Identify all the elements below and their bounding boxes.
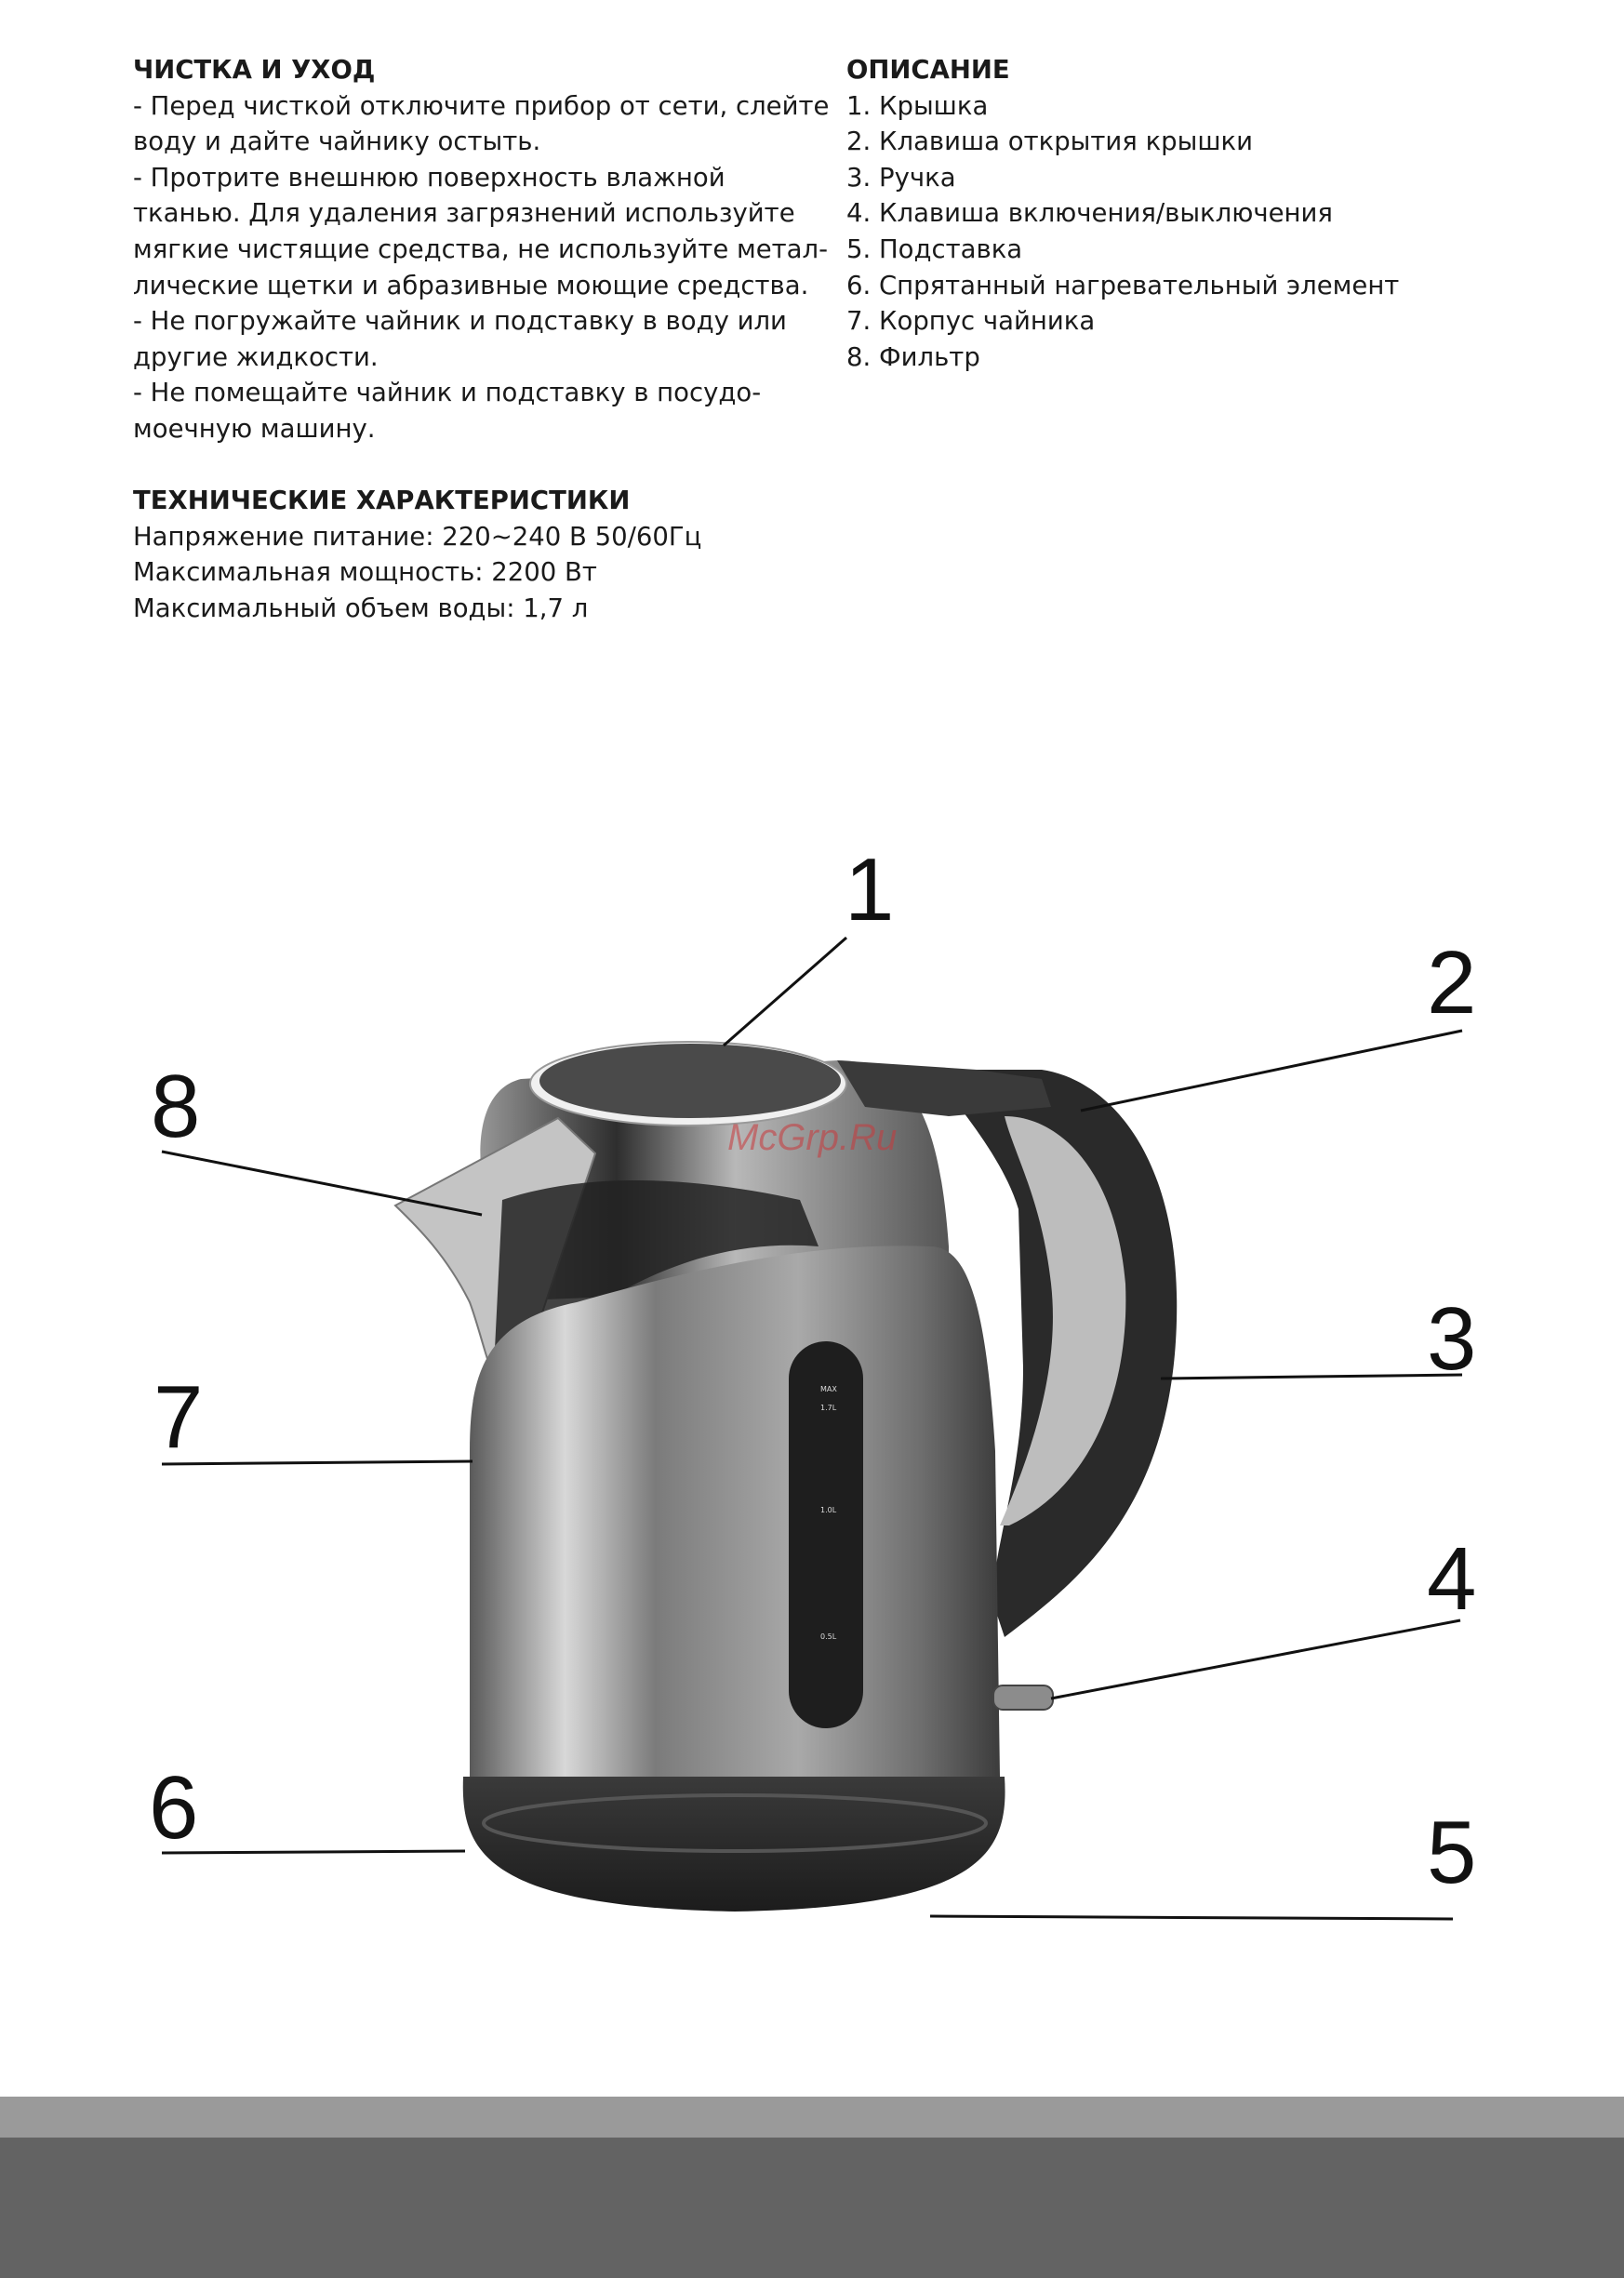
specs-heading: ТЕХНИЧЕСКИЕ ХАРАКТЕРИСТИКИ [133, 486, 631, 516]
cleaning-line: тканью. Для удаления загрязнений используйте [133, 198, 795, 229]
leader-line-7 [162, 1461, 473, 1464]
spec-line: Напряжение питание: 220~240 В 50/60Гц [133, 521, 702, 552]
footer-band-light [0, 2097, 1624, 2138]
leader-line-2 [1081, 1031, 1462, 1111]
lid-cap [539, 1044, 841, 1118]
gauge-mark: MAX [820, 1385, 837, 1393]
kettle-body [470, 1246, 1000, 1777]
power-switch [993, 1685, 1053, 1710]
leader-line-4 [1051, 1620, 1460, 1699]
cleaning-line: моечную машину. [133, 413, 376, 444]
callout-5: 5 [1427, 1803, 1477, 1902]
description-item: 3. Ручка [846, 162, 956, 193]
description-item: 4. Клавиша включения/выключения [846, 198, 1333, 229]
description-item: 7. Корпус чайника [846, 306, 1096, 337]
leader-line-8 [162, 1152, 482, 1215]
callout-6: 6 [149, 1758, 199, 1858]
callout-2: 2 [1427, 933, 1477, 1032]
spec-line: Максимальная мощность: 2200 Вт [133, 557, 597, 588]
gauge-mark: 0.5L [820, 1632, 837, 1641]
gauge-mark: 1.0L [820, 1506, 837, 1514]
description-item: 8. Фильтр [846, 341, 980, 372]
leader-line-3 [1161, 1375, 1462, 1379]
callout-8: 8 [151, 1057, 201, 1156]
cleaning-line: лические щетки и абразивные моющие средства. [133, 270, 809, 300]
watermark: McGrp.Ru [727, 1117, 898, 1158]
description-item: 2. Клавиша открытия крышки [846, 127, 1253, 157]
spec-line: Максимальный объем воды: 1,7 л [133, 593, 589, 623]
leader-line-6 [162, 1851, 465, 1853]
cleaning-line: - Протрите внешнюю поверхность влажной [133, 162, 725, 193]
cleaning-line: - Не помещайте чайник и подставку в посудо- [133, 378, 762, 408]
description-item: 6. Спрятанный нагревательный элемент [846, 270, 1400, 300]
leader-line-1 [724, 938, 846, 1046]
description-heading: ОПИСАНИЕ [846, 55, 1010, 85]
cleaning-line: мягкие чистящие средства, не используйте метал- [133, 233, 829, 264]
cleaning-line: - Перед чисткой отключите прибор от сети, слейте [133, 90, 830, 121]
gauge-mark: 1.7L [820, 1404, 837, 1412]
callout-3: 3 [1427, 1289, 1477, 1389]
callout-1: 1 [845, 840, 895, 939]
cleaning-line: воду и дайте чайнику остыть. [133, 127, 541, 157]
cleaning-line: другие жидкости. [133, 341, 379, 372]
water-gauge [789, 1341, 863, 1728]
description-item: 1. Крышка [846, 90, 989, 121]
cleaning-line: - Не погружайте чайник и подставку в воду или [133, 306, 787, 337]
description-item: 5. Подставка [846, 233, 1023, 264]
leader-line-5 [930, 1916, 1453, 1919]
cleaning-heading: ЧИСТКА И УХОД [133, 55, 376, 85]
footer-band-dark [0, 2138, 1624, 2278]
callout-7: 7 [153, 1367, 204, 1467]
callout-4: 4 [1427, 1529, 1477, 1629]
